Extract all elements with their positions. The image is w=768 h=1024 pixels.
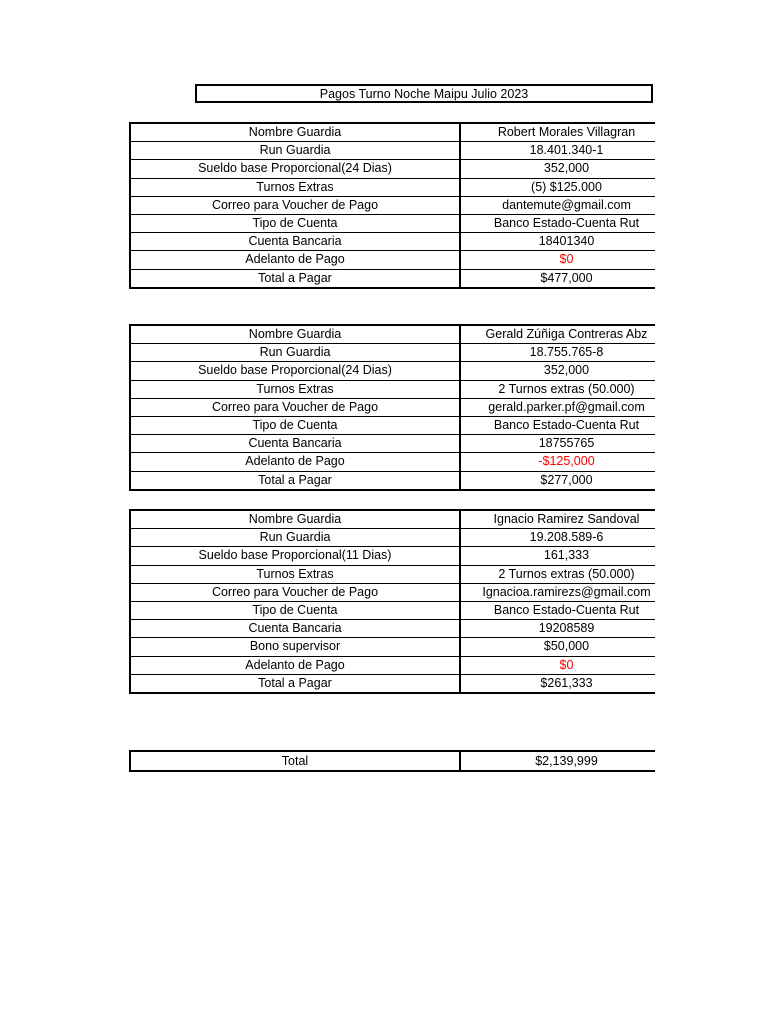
- row-label: Tipo de Cuenta: [130, 601, 460, 619]
- row-value: 161,333: [460, 547, 658, 565]
- row-value: dantemute@gmail.com: [460, 196, 658, 214]
- row-value: 352,000: [460, 362, 658, 380]
- guard-payment-table-3: [129, 509, 658, 694]
- row-value: 19.208.589-6: [460, 529, 658, 547]
- row-label: Adelanto de Pago: [130, 251, 460, 269]
- table-row: [130, 362, 658, 380]
- row-label: Tipo de Cuenta: [130, 214, 460, 232]
- table-row: [130, 123, 658, 142]
- row-value: gerald.parker.pf@gmail.com: [460, 398, 658, 416]
- table-row: [130, 565, 658, 583]
- row-value: 19208589: [460, 620, 658, 638]
- row-label: Total a Pagar: [130, 269, 460, 288]
- row-label: Cuenta Bancaria: [130, 233, 460, 251]
- table-row: [130, 471, 658, 490]
- row-label: Nombre Guardia: [130, 123, 460, 142]
- table-row: [130, 344, 658, 362]
- row-label: Correo para Voucher de Pago: [130, 583, 460, 601]
- row-label: Run Guardia: [130, 142, 460, 160]
- guard-payment-table-1: [129, 122, 658, 289]
- row-label: Run Guardia: [130, 529, 460, 547]
- row-label: Nombre Guardia: [130, 510, 460, 529]
- row-label: Correo para Voucher de Pago: [130, 398, 460, 416]
- table-row: [130, 251, 658, 269]
- row-label: Run Guardia: [130, 344, 460, 362]
- table-row: [130, 583, 658, 601]
- table-row: [130, 269, 658, 288]
- table-row: [130, 656, 658, 674]
- table-row: [130, 160, 658, 178]
- row-value: Robert Morales Villagran: [497, 125, 636, 140]
- table-row: [130, 178, 658, 196]
- row-value: 18.755.765-8: [460, 344, 658, 362]
- table-row: [130, 620, 658, 638]
- row-label: Tipo de Cuenta: [130, 416, 460, 434]
- row-label: Cuenta Bancaria: [130, 435, 460, 453]
- table-row: [130, 453, 658, 471]
- grand-total-value: $2,139,999: [535, 753, 598, 768]
- row-value: 18755765: [460, 435, 658, 453]
- row-value: Ignacioa.ramirezs@gmail.com: [460, 583, 658, 601]
- row-label: Sueldo base Proporcional(11 Dias): [130, 547, 460, 565]
- table-row: [130, 601, 658, 619]
- guard-payment-table-2: [129, 324, 658, 491]
- row-value: 18.401.340-1: [460, 142, 658, 160]
- row-value: -$125,000: [460, 453, 658, 471]
- row-value: 2 Turnos extras (50.000): [460, 380, 658, 398]
- table-row: [130, 435, 658, 453]
- row-value: 18401340: [460, 233, 658, 251]
- table-row: [130, 416, 658, 434]
- row-value: (5) $125.000: [460, 178, 658, 196]
- row-label: Adelanto de Pago: [130, 453, 460, 471]
- table-row: [130, 214, 658, 232]
- row-value: Ignacio Ramirez Sandoval: [493, 512, 640, 527]
- table-row: [130, 638, 658, 656]
- row-value: Banco Estado-Cuenta Rut: [460, 601, 658, 619]
- row-label: Total a Pagar: [130, 471, 460, 490]
- sheet-title: Pagos Turno Noche Maipu Julio 2023: [195, 84, 653, 103]
- table-row: [130, 529, 658, 547]
- row-label: Bono supervisor: [130, 638, 460, 656]
- row-value: Banco Estado-Cuenta Rut: [460, 416, 658, 434]
- row-value: 352,000: [460, 160, 658, 178]
- row-value: Banco Estado-Cuenta Rut: [460, 214, 658, 232]
- table-row: [130, 380, 658, 398]
- row-value: $261,333: [460, 674, 658, 693]
- row-value: Gerald Zúñiga Contreras Abz: [485, 327, 648, 342]
- row-value: $50,000: [460, 638, 658, 656]
- row-label: Sueldo base Proporcional(24 Dias): [130, 362, 460, 380]
- table-row: [130, 510, 658, 529]
- table-row: [130, 398, 658, 416]
- row-value: $277,000: [460, 471, 658, 490]
- table-row: [130, 547, 658, 565]
- table-row: [130, 674, 658, 693]
- row-value: $0: [460, 251, 658, 269]
- row-label: Adelanto de Pago: [130, 656, 460, 674]
- row-label: Correo para Voucher de Pago: [130, 196, 460, 214]
- row-label: Nombre Guardia: [130, 325, 460, 344]
- table-row: [130, 233, 658, 251]
- row-label: Total a Pagar: [130, 674, 460, 693]
- table-row: [130, 142, 658, 160]
- row-label: Cuenta Bancaria: [130, 620, 460, 638]
- row-label: Turnos Extras: [130, 380, 460, 398]
- table-row: [130, 325, 658, 344]
- grand-total-row: [130, 751, 658, 771]
- row-label: Turnos Extras: [130, 565, 460, 583]
- row-value: 2 Turnos extras (50.000): [460, 565, 658, 583]
- grand-total-table: [129, 750, 658, 772]
- row-label: Sueldo base Proporcional(24 Dias): [130, 160, 460, 178]
- row-label: Turnos Extras: [130, 178, 460, 196]
- grand-total-label: Total: [130, 751, 460, 771]
- row-value: $477,000: [460, 269, 658, 288]
- row-value: $0: [460, 656, 658, 674]
- page-clip-edge: [655, 0, 768, 1024]
- table-row: [130, 196, 658, 214]
